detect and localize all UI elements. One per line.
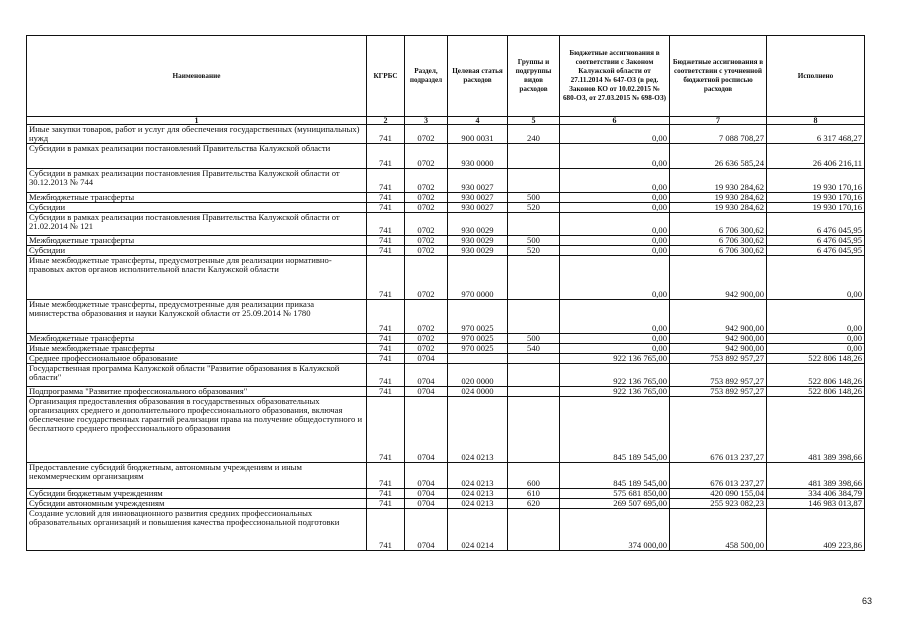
row-name: Иные закупки товаров, работ и услуг для обеспечения государственных (муниципальных) нужд	[27, 125, 367, 144]
row-kgrbs: 741	[367, 387, 405, 397]
row-refined-amount: 19 930 284,62	[670, 203, 767, 213]
row-law-amount: 845 189 545,00	[560, 463, 670, 489]
row-group: 520	[508, 246, 560, 256]
row-refined-amount: 676 013 237,27	[670, 397, 767, 463]
row-target: 900 0031	[448, 125, 508, 144]
row-executed-amount: 6 476 045,95	[767, 236, 865, 246]
row-target: 930 0027	[448, 193, 508, 203]
row-target: 930 0027	[448, 203, 508, 213]
row-target: 930 0027	[448, 169, 508, 193]
header-refined: Бюджетные ассигнования в соответствии с уточненной бюджетной росписью расходов	[670, 36, 767, 117]
row-kgrbs: 741	[367, 193, 405, 203]
row-group	[508, 397, 560, 463]
row-name: Предоставление субсидий бюджетным, автономным учреждениям и иным некоммерческим организациям	[27, 463, 367, 489]
row-group	[508, 256, 560, 300]
row-kgrbs: 741	[367, 169, 405, 193]
row-kgrbs: 741	[367, 354, 405, 364]
table-row	[27, 203, 865, 213]
row-law-amount: 845 189 545,00	[560, 397, 670, 463]
row-name: Межбюджетные трансферты	[27, 334, 367, 344]
row-refined-amount: 753 892 957,27	[670, 354, 767, 364]
row-group: 540	[508, 344, 560, 354]
row-section: 0704	[405, 499, 448, 509]
row-executed-amount: 6 317 468,27	[767, 125, 865, 144]
column-number: 5	[508, 117, 560, 125]
row-law-amount: 0,00	[560, 125, 670, 144]
row-group: 500	[508, 193, 560, 203]
row-law-amount: 0,00	[560, 193, 670, 203]
row-group: 610	[508, 489, 560, 499]
row-refined-amount: 420 090 155,04	[670, 489, 767, 499]
row-group: 240	[508, 125, 560, 144]
row-executed-amount: 0,00	[767, 256, 865, 300]
row-executed-amount: 522 806 148,26	[767, 354, 865, 364]
row-name: Подпрограмма "Развитие профессионального образования"	[27, 387, 367, 397]
row-refined-amount: 6 706 300,62	[670, 213, 767, 236]
row-section: 0704	[405, 489, 448, 499]
row-law-amount: 922 136 765,00	[560, 364, 670, 387]
row-refined-amount: 942 900,00	[670, 334, 767, 344]
row-name: Субсидии автономным учреждениям	[27, 499, 367, 509]
row-section: 0702	[405, 344, 448, 354]
row-kgrbs: 741	[367, 236, 405, 246]
table-row	[27, 213, 865, 236]
row-group: 600	[508, 463, 560, 489]
table-row	[27, 354, 865, 364]
row-kgrbs: 741	[367, 256, 405, 300]
table-row	[27, 334, 865, 344]
row-section: 0702	[405, 246, 448, 256]
table-row	[27, 300, 865, 334]
row-kgrbs: 741	[367, 397, 405, 463]
table-row	[27, 246, 865, 256]
row-executed-amount: 0,00	[767, 334, 865, 344]
row-target: 930 0029	[448, 246, 508, 256]
row-executed-amount: 522 806 148,26	[767, 387, 865, 397]
column-number: 8	[767, 117, 865, 125]
table-row	[27, 489, 865, 499]
row-target: 970 0025	[448, 300, 508, 334]
row-kgrbs: 741	[367, 364, 405, 387]
row-section: 0702	[405, 125, 448, 144]
header-kgrbs: КГРБС	[367, 36, 405, 117]
budget-table	[26, 35, 865, 551]
row-refined-amount: 753 892 957,27	[670, 364, 767, 387]
row-executed-amount: 6 476 045,95	[767, 246, 865, 256]
row-executed-amount: 146 983 013,87	[767, 499, 865, 509]
row-group	[508, 509, 560, 551]
row-group	[508, 364, 560, 387]
row-target: 024 0213	[448, 499, 508, 509]
row-section: 0702	[405, 193, 448, 203]
row-executed-amount: 409 223,86	[767, 509, 865, 551]
row-law-amount: 269 507 695,00	[560, 499, 670, 509]
row-refined-amount: 26 636 585,24	[670, 144, 767, 169]
row-kgrbs: 741	[367, 125, 405, 144]
table-row	[27, 256, 865, 300]
column-number: 6	[560, 117, 670, 125]
row-refined-amount: 255 923 082,23	[670, 499, 767, 509]
row-name: Межбюджетные трансферты	[27, 236, 367, 246]
row-name: Иные межбюджетные трансферты, предусмотренные для реализации приказа министерства образования и науки Калужской области от 25.09.2014 № 1780	[27, 300, 367, 334]
row-refined-amount: 19 930 284,62	[670, 193, 767, 203]
column-number: 4	[448, 117, 508, 125]
row-target	[448, 354, 508, 364]
row-name: Субсидии в рамках реализации постановлений Правительства Калужской области	[27, 144, 367, 169]
row-target: 930 0029	[448, 213, 508, 236]
row-executed-amount: 19 930 170,16	[767, 169, 865, 193]
table-row	[27, 193, 865, 203]
row-section: 0704	[405, 463, 448, 489]
row-law-amount: 0,00	[560, 144, 670, 169]
row-law-amount: 0,00	[560, 169, 670, 193]
row-refined-amount: 6 706 300,62	[670, 246, 767, 256]
row-kgrbs: 741	[367, 203, 405, 213]
row-section: 0702	[405, 236, 448, 246]
header-law: Бюджетные ассигнования в соответствии с Законом Калужской области от 27.11.2014 № 647-ОЗ (в ред. Законов КО от 10.02.2015 № 680-ОЗ, от 27.03.2015 № 698-ОЗ)	[560, 36, 670, 117]
column-number: 1	[27, 117, 367, 125]
row-target: 024 0213	[448, 397, 508, 463]
row-executed-amount: 19 930 170,16	[767, 203, 865, 213]
row-executed-amount: 0,00	[767, 344, 865, 354]
row-kgrbs: 741	[367, 463, 405, 489]
header-target: Целевая статья расходов	[448, 36, 508, 117]
row-target: 930 0029	[448, 236, 508, 246]
row-group	[508, 213, 560, 236]
row-section: 0702	[405, 144, 448, 169]
row-law-amount: 0,00	[560, 203, 670, 213]
row-refined-amount: 942 900,00	[670, 300, 767, 334]
table-row	[27, 387, 865, 397]
row-name: Субсидии	[27, 203, 367, 213]
row-group: 620	[508, 499, 560, 509]
header-section: Раздел, подраздел	[405, 36, 448, 117]
row-name: Межбюджетные трансферты	[27, 193, 367, 203]
row-executed-amount: 19 930 170,16	[767, 193, 865, 203]
row-name: Субсидии бюджетным учреждениям	[27, 489, 367, 499]
row-section: 0702	[405, 213, 448, 236]
row-refined-amount: 19 930 284,62	[670, 169, 767, 193]
column-number: 3	[405, 117, 448, 125]
row-kgrbs: 741	[367, 300, 405, 334]
row-law-amount: 374 000,00	[560, 509, 670, 551]
row-target: 970 0000	[448, 256, 508, 300]
row-name: Среднее профессиональное образование	[27, 354, 367, 364]
row-target: 024 0000	[448, 387, 508, 397]
row-kgrbs: 741	[367, 509, 405, 551]
row-refined-amount: 942 900,00	[670, 256, 767, 300]
row-law-amount: 0,00	[560, 334, 670, 344]
row-name: Организация предоставления образования в государственных образовательных организациях среднего и дополнительного профессионального образования, включая обеспечение государственных гарантий реализации права на получение общедоступного и бесплатного среднего профессионального образования	[27, 397, 367, 463]
row-section: 0702	[405, 169, 448, 193]
row-refined-amount: 6 706 300,62	[670, 236, 767, 246]
table-row	[27, 344, 865, 354]
row-target: 930 0000	[448, 144, 508, 169]
row-target: 024 0213	[448, 489, 508, 499]
row-kgrbs: 741	[367, 334, 405, 344]
row-group: 500	[508, 334, 560, 344]
row-group: 520	[508, 203, 560, 213]
row-law-amount: 0,00	[560, 213, 670, 236]
table-row	[27, 144, 865, 169]
table-row	[27, 397, 865, 463]
table-body	[27, 125, 865, 551]
row-target: 024 0213	[448, 463, 508, 489]
row-law-amount: 922 136 765,00	[560, 387, 670, 397]
row-section: 0702	[405, 300, 448, 334]
header-name: Наименование	[27, 36, 367, 117]
table-row	[27, 169, 865, 193]
row-group: 500	[508, 236, 560, 246]
row-refined-amount: 942 900,00	[670, 344, 767, 354]
row-refined-amount: 458 500,00	[670, 509, 767, 551]
row-law-amount: 0,00	[560, 256, 670, 300]
row-law-amount: 575 681 850,00	[560, 489, 670, 499]
row-name: Субсидии	[27, 246, 367, 256]
row-name: Создание условий для инновационного развития средних профессиональных образовательных организаций и повышения качества профессиональной подготовки	[27, 509, 367, 551]
column-number-row	[27, 117, 865, 125]
row-name: Субсидии в рамках реализации постановления Правительства Калужской области от 30.12.2013 № 744	[27, 169, 367, 193]
row-name: Иные межбюджетные трансферты, предусмотренные для реализации нормативно-правовых актов органов исполнительной власти Калужской области	[27, 256, 367, 300]
column-number: 2	[367, 117, 405, 125]
row-kgrbs: 741	[367, 144, 405, 169]
row-section: 0702	[405, 203, 448, 213]
row-section: 0704	[405, 354, 448, 364]
row-kgrbs: 741	[367, 499, 405, 509]
row-executed-amount: 6 476 045,95	[767, 213, 865, 236]
row-name: Иные межбюджетные трансферты	[27, 344, 367, 354]
row-section: 0702	[405, 256, 448, 300]
row-refined-amount: 753 892 957,27	[670, 387, 767, 397]
row-kgrbs: 741	[367, 344, 405, 354]
table-row	[27, 463, 865, 489]
row-law-amount: 0,00	[560, 236, 670, 246]
row-name: Государственная программа Калужской области "Развитие образования в Калужской области"	[27, 364, 367, 387]
header-executed: Исполнено	[767, 36, 865, 117]
row-group	[508, 144, 560, 169]
table-row	[27, 499, 865, 509]
page-number: 63	[862, 596, 873, 606]
row-target: 970 0025	[448, 344, 508, 354]
row-executed-amount: 0,00	[767, 300, 865, 334]
row-section: 0704	[405, 397, 448, 463]
row-executed-amount: 26 406 216,11	[767, 144, 865, 169]
row-refined-amount: 676 013 237,27	[670, 463, 767, 489]
row-refined-amount: 7 088 708,27	[670, 125, 767, 144]
row-section: 0704	[405, 387, 448, 397]
row-section: 0704	[405, 509, 448, 551]
header-row	[27, 36, 865, 117]
row-group	[508, 300, 560, 334]
row-name: Субсидии в рамках реализации постановления Правительства Калужской области от 21.02.2014 № 121	[27, 213, 367, 236]
table-row	[27, 125, 865, 144]
row-group	[508, 354, 560, 364]
table-row	[27, 364, 865, 387]
row-law-amount: 0,00	[560, 300, 670, 334]
row-law-amount: 0,00	[560, 344, 670, 354]
row-executed-amount: 481 389 398,66	[767, 397, 865, 463]
table-row	[27, 236, 865, 246]
row-section: 0704	[405, 364, 448, 387]
row-target: 970 0025	[448, 334, 508, 344]
row-law-amount: 0,00	[560, 246, 670, 256]
row-group	[508, 387, 560, 397]
row-section: 0702	[405, 334, 448, 344]
row-target: 020 0000	[448, 364, 508, 387]
table-row	[27, 509, 865, 551]
row-target: 024 0214	[448, 509, 508, 551]
row-executed-amount: 522 806 148,26	[767, 364, 865, 387]
row-kgrbs: 741	[367, 489, 405, 499]
row-group	[508, 169, 560, 193]
row-kgrbs: 741	[367, 213, 405, 236]
row-law-amount: 922 136 765,00	[560, 354, 670, 364]
header-group: Группы и подгруппы видов расходов	[508, 36, 560, 117]
column-number: 7	[670, 117, 767, 125]
row-kgrbs: 741	[367, 246, 405, 256]
row-executed-amount: 481 389 398,66	[767, 463, 865, 489]
row-executed-amount: 334 406 384,79	[767, 489, 865, 499]
